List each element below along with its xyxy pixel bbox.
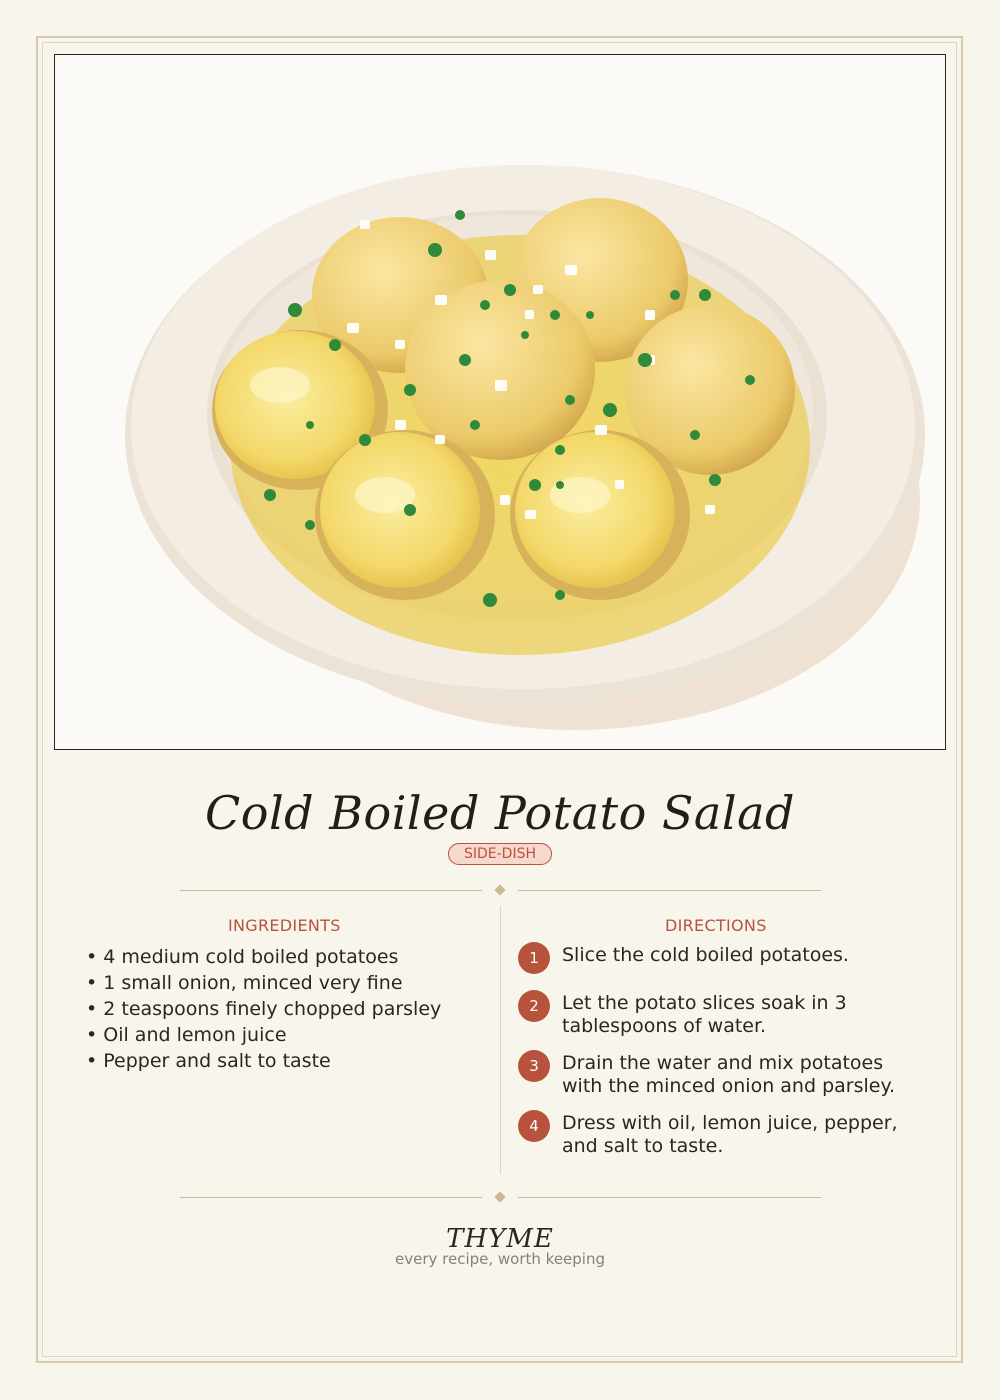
step-number-badge: 3 [518, 1050, 550, 1082]
step-number-badge: 1 [518, 942, 550, 974]
step-text: Let the potato slices soak in 3 tablespoons of water. [562, 992, 847, 1037]
recipe-title: Cold Boiled Potato Salad [205, 786, 795, 840]
ingredients-heading: INGREDIENTS [228, 916, 341, 935]
directions-heading: DIRECTIONS [665, 916, 767, 935]
category-badge: SIDE-DISH [448, 843, 552, 865]
recipe-photo [54, 54, 946, 750]
top-divider-right [518, 890, 821, 891]
step-text: Slice the cold boiled potatoes. [562, 944, 849, 966]
step-number-badge: 2 [518, 990, 550, 1022]
ingredients-list [86, 944, 441, 1074]
column-divider [500, 906, 501, 1174]
ingredient-item: • 2 teaspoons finely chopped parsley [86, 996, 441, 1022]
step-number-badge: 4 [518, 1110, 550, 1142]
bottom-divider-left [180, 1197, 482, 1198]
top-divider-left [180, 890, 482, 891]
ingredient-item: • Pepper and salt to taste [86, 1048, 441, 1074]
ingredient-item: • 1 small onion, minced very fine [86, 970, 441, 996]
step-text: Dress with oil, lemon juice, pepper, and salt to taste. [562, 1112, 898, 1157]
ingredient-item: • 4 medium cold boiled potatoes [86, 944, 441, 970]
ingredient-item: • Oil and lemon juice [86, 1022, 441, 1048]
brand-logo: THYME [446, 1224, 554, 1254]
step-text: Drain the water and mix potatoes with the minced onion and parsley. [562, 1052, 896, 1097]
brand-tagline: every recipe, worth keeping [394, 1250, 605, 1268]
bottom-divider-right [518, 1197, 821, 1198]
